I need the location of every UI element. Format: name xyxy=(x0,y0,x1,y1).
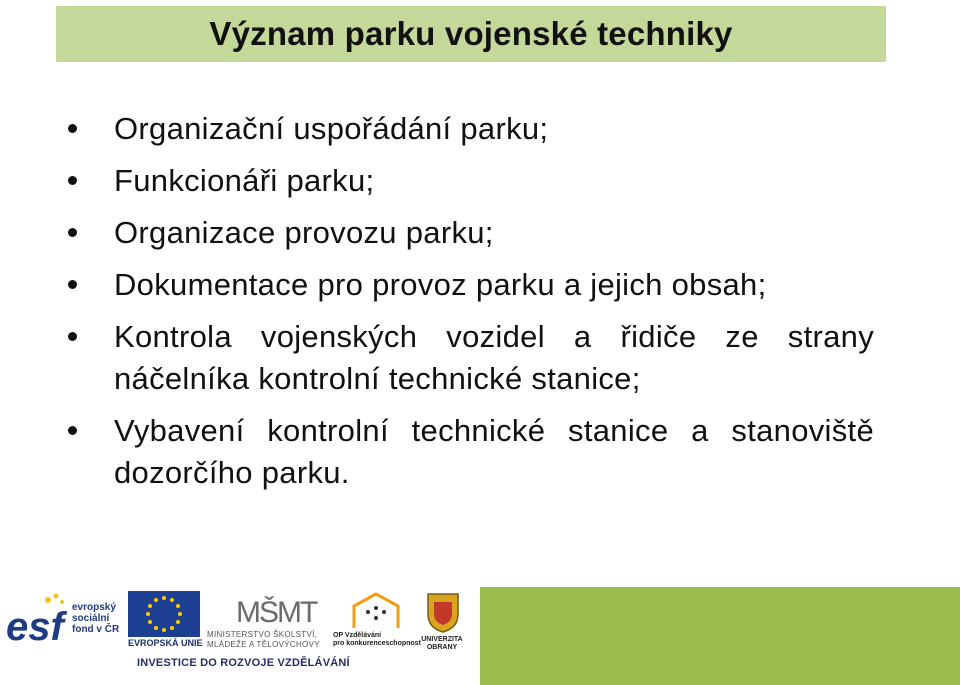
bullet-dot-icon xyxy=(68,176,77,185)
bullet-item xyxy=(60,410,874,494)
bullet-item xyxy=(60,160,874,202)
esf-caption-line: fond v ČR xyxy=(72,624,120,635)
op-caption-line: OP Vzdělávání xyxy=(333,632,382,639)
bullet-dot-icon xyxy=(68,280,77,289)
bullet-dot-icon xyxy=(68,228,77,237)
esf-caption-line: sociální xyxy=(72,613,110,624)
esf-logo-icon xyxy=(4,590,72,648)
eu-flag-icon xyxy=(128,591,200,637)
bullet-dot-icon xyxy=(68,124,77,133)
university-emblem-icon xyxy=(424,590,462,634)
bullet-text: Organizace provozu parku; xyxy=(114,215,494,250)
bullet-list xyxy=(60,108,874,504)
esf-caption xyxy=(72,602,119,635)
bullet-item xyxy=(60,212,874,254)
esf-caption-line: evropský xyxy=(72,602,116,613)
msmt-caption xyxy=(207,630,320,650)
bullet-text: Funkcionáři parku; xyxy=(114,163,375,198)
op-caption xyxy=(333,632,421,648)
university-caption-line: UNIVERZITA xyxy=(421,636,463,643)
title-bar xyxy=(56,6,886,62)
bullet-text: Vybavení kontrolní technické stanice a stanoviště dozorčího parku. xyxy=(114,413,874,490)
bullet-text: Dokumentace pro provoz parku a jejich obsah; xyxy=(114,267,767,302)
op-logo-icon xyxy=(348,590,404,632)
university-caption xyxy=(420,636,464,652)
eu-caption: EVROPSKÁ UNIE xyxy=(128,638,203,648)
bullet-dot-icon xyxy=(68,332,77,341)
op-caption-line: pro konkurenceschopnost xyxy=(333,640,421,647)
msmt-caption-line: MINISTERSTVO ŠKOLSTVÍ, xyxy=(207,630,318,639)
footer-green-block xyxy=(480,587,960,685)
bullet-text: Organizační uspořádání parku; xyxy=(114,111,549,146)
slide-title: Význam parku vojenské techniky xyxy=(209,15,733,52)
bullet-item xyxy=(60,108,874,150)
bullet-item xyxy=(60,316,874,400)
msmt-logo-icon xyxy=(234,590,317,629)
investice-slogan: INVESTICE DO ROZVOJE VZDĚLÁVÁNÍ xyxy=(137,657,350,669)
msmt-logo-text: MŠMT xyxy=(236,596,317,629)
bullet-text: Kontrola vojenských vozidel a řidiče ze strany náčelníka kontrolní technické stanice; xyxy=(114,319,874,396)
esf-logo-text: esf xyxy=(6,605,64,649)
msmt-caption-line: MLÁDEŽE A TĚLOVÝCHOVY xyxy=(207,640,320,649)
university-caption-line: OBRANY xyxy=(426,644,458,651)
bullet-item xyxy=(60,264,874,306)
bullet-dot-icon xyxy=(68,426,77,435)
